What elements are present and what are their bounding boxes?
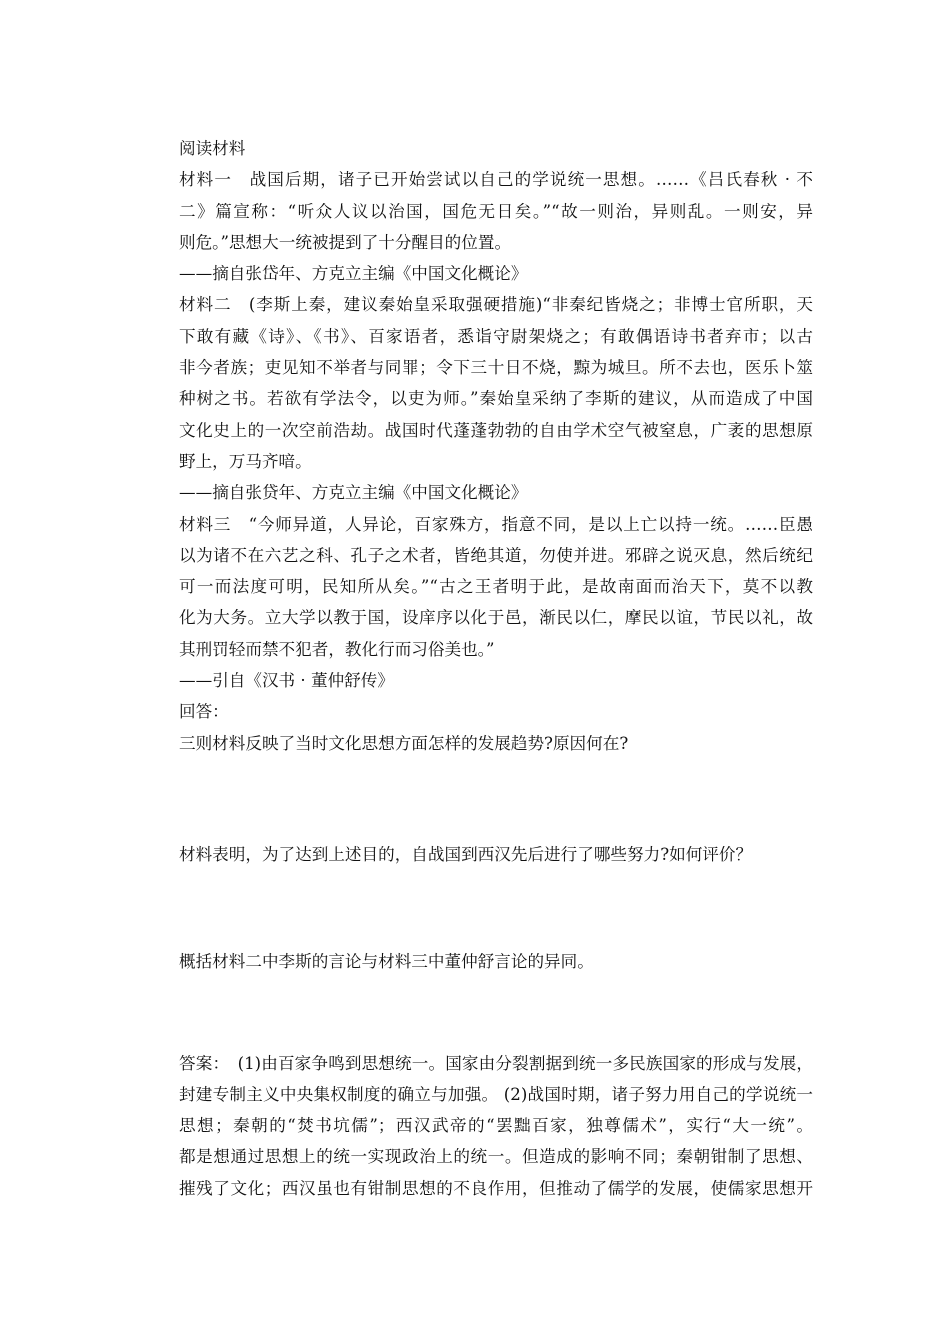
material-one-source: ——摘自张岱年、方克立主编《中国文化概论》 bbox=[179, 264, 528, 284]
material-one-line: 材料一 战国后期，诸子已开始尝试以自己的学说统一思想。……《吕氏春秋 · 不 bbox=[179, 170, 813, 190]
answer-line: 摧残了文化；西汉虽也有钳制思想的不良作用，但推动了儒学的发展，使儒家思想开 bbox=[179, 1178, 813, 1198]
material-three-line: 材料三 “今师异道，人异论，百家殊方，指意不同，是以上亡以持一统。……臣愚 bbox=[179, 514, 813, 534]
answer-line: 都是想通过思想上的统一实现政治上的统一。但造成的影响不同；秦朝钳制了思想、 bbox=[179, 1147, 813, 1167]
material-two bbox=[179, 289, 813, 508]
question-1: 三则材料反映了当时文化思想方面怎样的发展趋势?原因何在? bbox=[179, 733, 629, 753]
material-one-line: 二》篇宣称：“听众人议以治国，国危无日矣。”“故一则治，异则乱。一则安，异 bbox=[179, 201, 813, 221]
answer-space-3 bbox=[179, 978, 813, 1048]
material-two-line: 种树之书。若欲有学法令，以吏为师。”秦始皇采纳了李斯的建议，从而造成了中国 bbox=[179, 389, 813, 409]
material-one-line: 则危。”思想大一统被提到了十分醒目的位置。 bbox=[179, 232, 512, 252]
material-three-line: 其刑罚轻而禁不犯者，教化行而习俗美也。” bbox=[179, 639, 495, 659]
answer-space-1 bbox=[179, 759, 813, 839]
document-page bbox=[179, 133, 813, 1204]
question-3: 概括材料二中李斯的言论与材料三中董仲舒言论的异同。 bbox=[179, 952, 594, 972]
material-one bbox=[179, 164, 813, 289]
answer-line: 封建专制主义中央集权制度的确立与加强。 (2)战国时期，诸子努力用自己的学说统一 bbox=[179, 1084, 813, 1104]
material-three-line: 以为诸不在六艺之科、孔子之术者，皆绝其道，勿使并进。邪辟之说灭息，然后统纪 bbox=[179, 545, 813, 565]
material-two-line: 文化史上的一次空前浩劫。战国时代蓬蓬勃勃的自由学术空气被窒息，广袤的思想原 bbox=[179, 420, 813, 440]
material-two-line: 野上，万马齐喑。 bbox=[179, 451, 312, 471]
section-heading: 阅读材料 bbox=[179, 139, 246, 158]
material-two-line: 材料二 (李斯上秦，建议秦始皇采取强硬措施)“非秦纪皆烧之；非博士官所职，天 bbox=[179, 295, 813, 315]
question-2: 材料表明，为了达到上述目的，自战国到西汉先后进行了哪些努力?如何评价？ bbox=[179, 844, 753, 864]
material-three bbox=[179, 509, 813, 697]
material-two-line: 非今者族；吏见知不举者与同罪；令下三十日不烧，黥为城旦。所不去也，医乐卜筮 bbox=[179, 358, 813, 378]
answer-prompt: 回答： bbox=[179, 702, 229, 722]
material-three-line: 化为大务。立大学以教于国，设庠序以化于邑，渐民以仁，摩民以谊，节民以礼，故 bbox=[179, 608, 813, 628]
material-three-line: 可一而法度可明，民知所从矣。”“古之王者明于此，是故南面而治天下，莫不以教 bbox=[179, 577, 813, 597]
answer-line: 答案： (1)由百家争鸣到思想统一。国家由分裂割据到统一多民族国家的形成与发展， bbox=[179, 1053, 813, 1073]
material-three-source: ——引自《汉书 · 董仲舒传》 bbox=[179, 671, 394, 691]
answer-line: 思想；秦朝的“焚书坑儒”；西汉武帝的“罢黜百家，独尊儒术”，实行“大一统”。 bbox=[179, 1116, 813, 1136]
answer-block bbox=[179, 1048, 813, 1204]
answer-space-2 bbox=[179, 870, 813, 946]
material-two-source: ——摘自张贷年、方克立主编《中国文化概论》 bbox=[179, 483, 528, 503]
material-two-line: 下敢有藏《诗》、《书》、百家语者，悉诣守尉架烧之；有敢偶语诗书者弃市；以古 bbox=[179, 326, 813, 346]
